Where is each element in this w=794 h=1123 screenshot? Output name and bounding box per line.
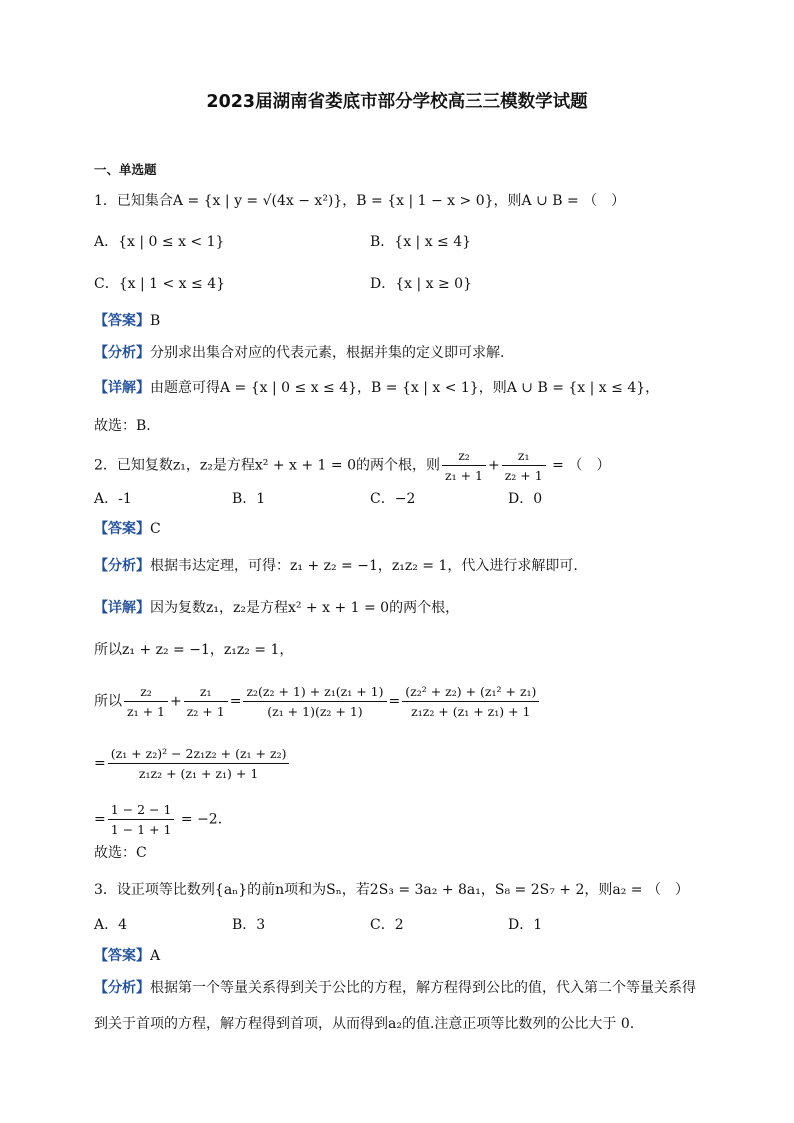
section-heading: 一、单选题 [94, 162, 157, 177]
answer-tag: 【答案】 [94, 313, 150, 329]
analysis-tag: 【分析】 [94, 345, 150, 361]
analysis-text: 根据第一个等量关系得到关于公比的方程，解方程得到公比的值，代入第二个等量关系得 [150, 980, 696, 996]
q2-stem: 2．已知复数z₁，z₂是方程x² + x + 1 = 0的两个根，则 $\frac{\text{z₂}}{\text{z₁ + 1}}$ + $\frac{\text{z₁}}{\text{z₂ + 1}}$ = （ ） [94, 448, 611, 483]
q3-stem: 3．设正项等比数列{aₙ}的前n项和为Sₙ，若2S₃ = 3a₂ + 8a₁，S₈ = 2S₇ + 2，则a₂ = （ ） [94, 882, 689, 898]
analysis-tag: 【分析】 [94, 558, 150, 574]
q2-derivation-line-1: 所以 $\frac{\text{z₂}}{\text{z₁ + 1}}$ + $\frac{\text{z₁}}{\text{z₂ + 1}}$ = $\frac{\text{z₂(z₂ + 1) + z₁(z₁ + 1)}}{\text{(z₁ + 1)(z₂ + 1)}}$ = $\frac{\text{(z₂² + z₂) + (z₁² + z₁)}}{\text{z₁z₂ + (z₁ + z₁) + 1}}$ [94, 682, 541, 721]
q1-detail [94, 378, 659, 398]
answer-value: A [150, 948, 161, 964]
q2-option-a: A．-1 [94, 491, 132, 507]
q1-answer [94, 311, 160, 331]
q2-analysis [94, 556, 578, 576]
answer-value: B [150, 313, 161, 329]
fraction: $\frac{\text{z₂}}{\text{z₁ + 1}}$ [442, 446, 486, 485]
q2-answer [94, 519, 161, 539]
fraction: $\frac{1 - 2 - 1}{1 - 1 + 1}$ [108, 800, 175, 839]
answer-value: C [150, 521, 161, 537]
q1-analysis [94, 343, 504, 363]
q2-option-b: B．1 [232, 491, 266, 507]
detail-tag: 【详解】 [94, 380, 150, 396]
q3-option-a: A．4 [94, 917, 128, 933]
q2-option-d: D．0 [508, 491, 543, 507]
fraction: $\frac{\text{(z₁ + z₂)² − 2z₁z₂ + (z₁ + z₂)}}{\text{z₁z₂ + (z₁ + z₁) + 1}}$ [108, 744, 290, 783]
q3-option-c: C．2 [370, 917, 404, 933]
detail-text: 因为复数z₁，z₂是方程x² + x + 1 = 0的两个根， [150, 600, 460, 616]
q2-choose: 故选：C [94, 845, 147, 861]
q1-choose: 故选：B. [94, 418, 151, 434]
analysis-tag: 【分析】 [94, 980, 150, 996]
detail-tag: 【详解】 [94, 600, 150, 616]
q2-stem-post: = （ ） [547, 457, 611, 474]
answer-tag: 【答案】 [94, 948, 150, 964]
q1-option-c: C．{x | 1 < x ≤ 4} [94, 276, 226, 292]
analysis-text: 分别求出集合对应的代表元素，根据并集的定义即可求解. [150, 345, 505, 361]
q1-stem: 1．已知集合A = {x | y = √(4x − x²)}，B = {x | 1 − x > 0}，则A ∪ B = （ ） [94, 193, 626, 209]
fraction: $\frac{\text{z₂}}{\text{z₁ + 1}}$ [124, 682, 168, 721]
q3-option-b: B．3 [232, 917, 266, 933]
fraction: $\frac{\text{(z₂² + z₂) + (z₁² + z₁)}}{\text{z₁z₂ + (z₁ + z₁) + 1}}$ [402, 682, 539, 721]
detail-text: 由题意可得A = {x | 0 ≤ x ≤ 4}，B = {x | x < 1}，则A ∪ B = {x | x ≤ 4}， [150, 380, 660, 396]
fraction: $\frac{\text{z₁}}{\text{z₂ + 1}}$ [184, 682, 228, 721]
fraction: $\frac{\text{z₁}}{\text{z₂ + 1}}$ [502, 446, 546, 485]
q3-analysis [94, 978, 696, 998]
fraction: $\frac{\text{z₂(z₂ + 1) + z₁(z₁ + 1)}}{\text{(z₁ + 1)(z₂ + 1)}}$ [243, 682, 386, 721]
q1-option-b: B．{x | x ≤ 4} [370, 234, 472, 250]
q1-option-d: D．{x | x ≥ 0} [370, 276, 472, 292]
q3-answer [94, 946, 160, 966]
page-title: 2023届湖南省娄底市部分学校高三三模数学试题 [206, 92, 588, 112]
q3-analysis-cont: 到关于首项的方程，解方程得到首项，从而得到a₂的值.注意正项等比数列的公比大于 0. [94, 1016, 635, 1032]
q2-detail [94, 598, 459, 618]
q3-option-d: D．1 [508, 917, 543, 933]
q1-option-a: A．{x | 0 ≤ x < 1} [94, 234, 225, 250]
answer-tag: 【答案】 [94, 521, 150, 537]
analysis-text: 根据韦达定理，可得：z₁ + z₂ = −1，z₁z₂ = 1，代入进行求解即可. [150, 558, 578, 574]
q2-so1: 所以z₁ + z₂ = −1，z₁z₂ = 1， [94, 642, 294, 658]
q2-derivation-line-3: = $\frac{1 - 2 - 1}{1 - 1 + 1}$ = −2． [94, 802, 232, 837]
q2-stem-pre: 2．已知复数z₁，z₂是方程x² + x + 1 = 0的两个根，则 [94, 457, 440, 474]
q2-option-c: C．−2 [370, 491, 416, 507]
q2-derivation-line-2: = $\frac{\text{(z₁ + z₂)² − 2z₁z₂ + (z₁ + z₂)}}{\text{z₁z₂ + (z₁ + z₁) + 1}}$ [94, 744, 291, 783]
